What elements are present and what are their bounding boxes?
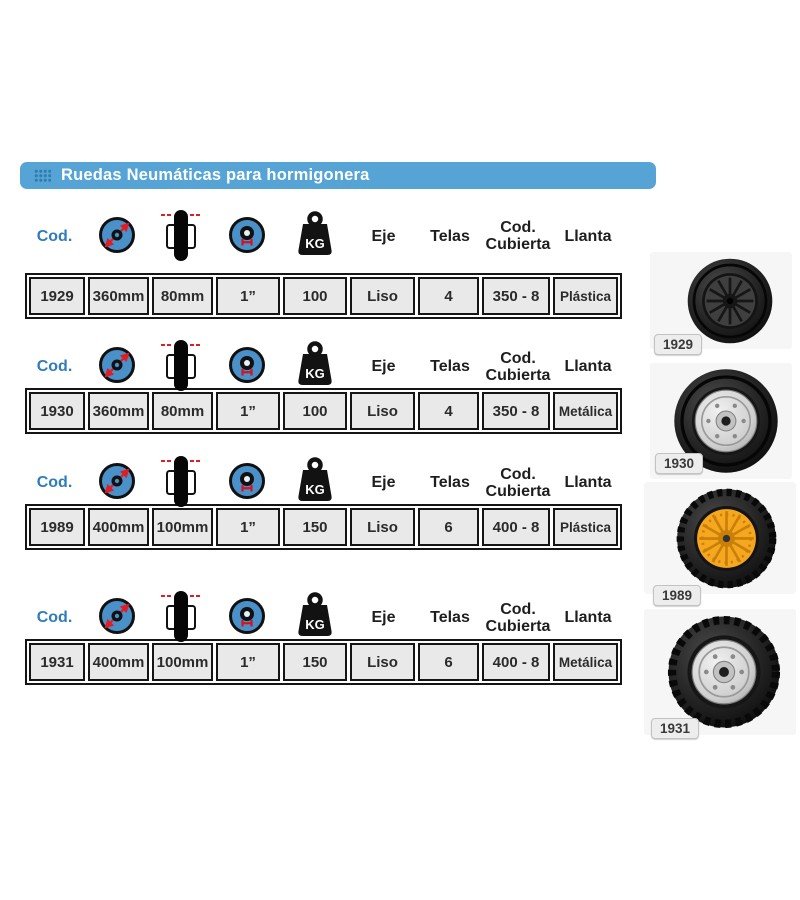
product-photo-1931	[644, 609, 796, 735]
cell-width: 100mm	[152, 643, 213, 681]
col-header-eje: Eje	[371, 474, 396, 492]
col-header-cod: Cod.	[36, 358, 73, 376]
product-code-label: 1930	[655, 453, 703, 474]
cell-telas: 4	[418, 392, 479, 430]
spec-table-1989	[25, 452, 622, 550]
cell-bore: 1”	[216, 508, 280, 546]
col-header-telas: Telas	[430, 227, 470, 245]
cell-code: 1989	[29, 508, 85, 546]
page-title: Ruedas Neumáticas para hormigonera	[61, 166, 370, 184]
cell-telas: 6	[418, 508, 479, 546]
spec-table-1930	[25, 336, 622, 434]
wheel-width-icon	[159, 336, 203, 399]
wheel-image-1929	[685, 256, 775, 346]
product-photo-1989	[644, 482, 796, 594]
table-header-row	[25, 203, 622, 271]
product-code-label: 1929	[654, 334, 702, 355]
cell-llanta: Metálica	[553, 392, 618, 430]
cell-width: 80mm	[152, 277, 213, 315]
kg-icon-label: KG	[305, 482, 325, 497]
cell-load: 150	[283, 508, 347, 546]
wheel-diameter-icon	[97, 215, 137, 260]
product-code-label: 1931	[651, 718, 699, 739]
cell-code: 1931	[29, 643, 85, 681]
wheel-diameter-icon	[97, 345, 137, 390]
wheel-width-icon	[159, 206, 203, 269]
table-row	[25, 273, 622, 319]
table-header-row	[25, 452, 622, 502]
cell-load: 100	[283, 392, 347, 430]
cell-eje: Liso	[350, 392, 415, 430]
kg-icon-label: KG	[305, 235, 325, 251]
wheel-width-icon	[159, 587, 203, 650]
cell-llanta: Plástica	[553, 277, 618, 315]
cell-bore: 1”	[216, 643, 280, 681]
cell-eje: Liso	[350, 508, 415, 546]
cell-diameter: 400mm	[88, 508, 149, 546]
cell-telas: 6	[418, 643, 479, 681]
wheel-image-1989	[674, 486, 779, 591]
cell-eje: Liso	[350, 643, 415, 681]
grid-dots-icon	[34, 169, 51, 182]
col-header-eje: Eje	[371, 227, 396, 245]
cell-width: 100mm	[152, 508, 213, 546]
cell-cod-cubierta: 400 - 8	[482, 508, 550, 546]
col-header-telas: Telas	[430, 609, 470, 627]
cell-bore: 1”	[216, 392, 280, 430]
axle-bore-icon	[227, 215, 267, 260]
axle-bore-icon	[227, 345, 267, 390]
col-header-llanta: Llanta	[564, 609, 612, 627]
cell-load: 150	[283, 643, 347, 681]
table-row	[25, 504, 622, 550]
cell-width: 80mm	[152, 392, 213, 430]
product-code-label: 1989	[653, 585, 701, 606]
cell-diameter: 360mm	[88, 277, 149, 315]
col-header-telas: Telas	[430, 358, 470, 376]
table-header-row	[25, 587, 622, 637]
col-header-cod-cubierta: Cod. Cubierta	[485, 349, 551, 384]
cell-cod-cubierta: 350 - 8	[482, 392, 550, 430]
table-row	[25, 388, 622, 434]
col-header-cod-cubierta: Cod. Cubierta	[485, 219, 551, 253]
col-header-eje: Eje	[371, 358, 396, 376]
wheel-width-icon	[159, 452, 203, 515]
cell-llanta: Metálica	[553, 643, 618, 681]
load-capacity-icon	[292, 591, 338, 646]
cell-llanta: Plástica	[553, 508, 618, 546]
kg-icon-label: KG	[305, 366, 325, 381]
spec-table-1931	[25, 587, 622, 685]
cell-diameter: 360mm	[88, 392, 149, 430]
wheel-image-1931	[665, 613, 783, 731]
col-header-llanta: Llanta	[564, 358, 612, 376]
load-capacity-icon	[292, 210, 338, 265]
table-header-row	[25, 336, 622, 386]
col-header-cod-cubierta: Cod. Cubierta	[485, 465, 551, 500]
col-header-llanta: Llanta	[564, 474, 612, 492]
table-row	[25, 639, 622, 685]
spec-table-1929	[25, 203, 622, 319]
cell-eje: Liso	[350, 277, 415, 315]
wheel-diameter-icon	[97, 461, 137, 506]
col-header-cod-cubierta: Cod. Cubierta	[485, 600, 551, 635]
cell-cod-cubierta: 350 - 8	[482, 277, 550, 315]
load-capacity-icon	[292, 340, 338, 395]
wheel-diameter-icon	[97, 596, 137, 641]
axle-bore-icon	[227, 461, 267, 506]
col-header-eje: Eje	[371, 609, 396, 627]
col-header-llanta: Llanta	[564, 227, 612, 245]
cell-diameter: 400mm	[88, 643, 149, 681]
cell-cod-cubierta: 400 - 8	[482, 643, 550, 681]
col-header-cod: Cod.	[36, 227, 73, 245]
col-header-cod: Cod.	[36, 609, 73, 627]
cell-telas: 4	[418, 277, 479, 315]
load-capacity-icon	[292, 456, 338, 511]
kg-icon-label: KG	[305, 617, 325, 632]
col-header-telas: Telas	[430, 474, 470, 492]
cell-code: 1930	[29, 392, 85, 430]
axle-bore-icon	[227, 596, 267, 641]
section-title-bar	[20, 162, 656, 189]
cell-load: 100	[283, 277, 347, 315]
cell-code: 1929	[29, 277, 85, 315]
col-header-cod: Cod.	[36, 474, 73, 492]
cell-bore: 1”	[216, 277, 280, 315]
